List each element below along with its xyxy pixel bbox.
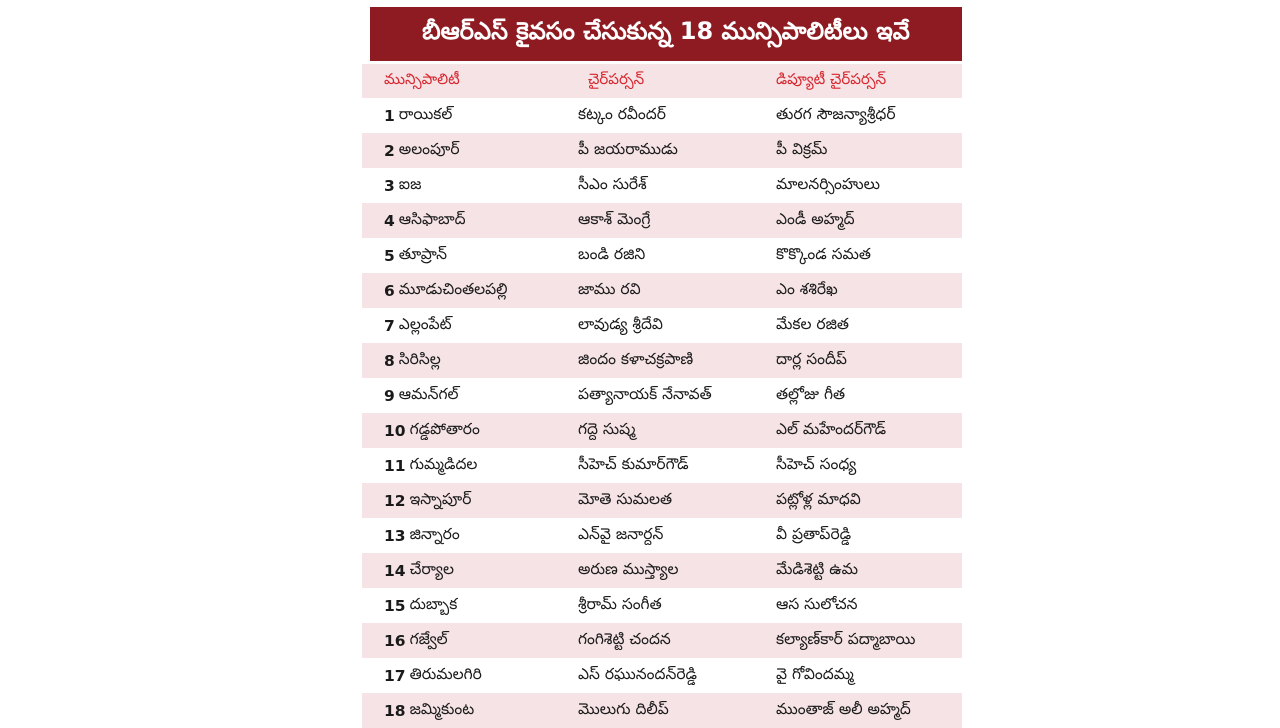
deputy-chairperson-cell: దార్ల సందీప్ xyxy=(776,349,847,368)
deputy-chairperson-cell: ఆస సులోచన xyxy=(776,594,858,613)
municipality-cell xyxy=(384,308,574,343)
table-row xyxy=(362,658,962,693)
deputy-chairperson-cell: కల్యాణ్‌కార్ పద్మాబాయి xyxy=(776,629,916,648)
municipality-cell xyxy=(384,133,574,168)
row-number: 13 xyxy=(384,526,406,545)
row-number: 17 xyxy=(384,666,406,685)
table-row xyxy=(362,378,962,413)
chairperson-cell: గద్దె సుష్మ xyxy=(578,419,636,438)
municipality-name: తూప్రాన్ xyxy=(398,244,448,263)
header-deputy-chairperson: డిప్యూటీ చైర్‌పర్సన్ xyxy=(776,70,887,88)
chairperson-cell: బండి రజిని xyxy=(578,244,646,263)
deputy-chairperson-cell: పట్లోళ్ల మాధవి xyxy=(776,489,861,508)
table-header xyxy=(362,64,962,98)
chairperson-cell: ఆకాశ్ మెంగ్రే xyxy=(578,209,651,228)
deputy-chairperson-cell: వీ ప్రతాప్‌రెడ్డి xyxy=(776,524,852,543)
municipality-name: ఆసిఫాబాద్ xyxy=(398,209,466,228)
municipality-name: ఐజ xyxy=(398,174,422,193)
table-row xyxy=(362,238,962,273)
row-number: 5 xyxy=(384,246,395,265)
chairperson-cell: అరుణ ముస్త్యాల xyxy=(578,559,679,578)
deputy-chairperson-cell: ఎల్ మహేందర్‌గౌడ్ xyxy=(776,419,887,438)
chairperson-cell: కట్కం రవీందర్ xyxy=(578,104,666,123)
table-row xyxy=(362,483,962,518)
row-number: 1 xyxy=(384,106,395,125)
row-number: 15 xyxy=(384,596,406,615)
deputy-chairperson-cell: మేకల రజిత xyxy=(776,314,849,333)
row-number: 11 xyxy=(384,456,406,475)
table-row xyxy=(362,553,962,588)
municipality-cell xyxy=(384,553,574,588)
municipality-name: తిరుమలగిరి xyxy=(409,664,482,683)
chairperson-cell: సీఎం సురేశ్ xyxy=(578,174,647,193)
row-number: 7 xyxy=(384,316,395,335)
deputy-chairperson-cell: పీ విక్రమ్ xyxy=(776,139,828,158)
chairperson-cell: మోతె సుమలత xyxy=(578,489,673,508)
municipality-cell xyxy=(384,483,574,518)
municipality-name: జమ్మికుంట xyxy=(409,699,475,718)
row-number: 16 xyxy=(384,631,406,650)
chairperson-cell: జిందం కళాచక్రపాణి xyxy=(578,349,694,368)
municipality-cell xyxy=(384,273,574,308)
municipality-cell xyxy=(384,238,574,273)
chairperson-cell: మొలుగు దిలీప్ xyxy=(578,699,669,718)
deputy-chairperson-cell: ఎండీ అహ్మద్ xyxy=(776,209,855,228)
chairperson-cell: జాము రవి xyxy=(578,279,641,298)
municipality-cell xyxy=(384,343,574,378)
municipality-name: రాయికల్ xyxy=(398,104,453,123)
row-number: 3 xyxy=(384,176,395,195)
municipality-cell xyxy=(384,168,574,203)
municipality-cell xyxy=(384,623,574,658)
municipality-cell xyxy=(384,588,574,623)
municipality-cell xyxy=(384,518,574,553)
municipality-cell xyxy=(384,98,574,133)
municipality-name: సిరిసిల్ల xyxy=(398,349,441,368)
municipality-cell xyxy=(384,448,574,483)
header-chairperson: చైర్‌పర్సన్ xyxy=(588,70,645,88)
row-number: 18 xyxy=(384,701,406,720)
municipality-cell xyxy=(384,413,574,448)
row-number: 10 xyxy=(384,421,406,440)
deputy-chairperson-cell: తల్లోజు గీత xyxy=(776,384,846,403)
municipality-name: దుబ్బాక xyxy=(409,594,458,613)
chairperson-cell: ఎస్ రఘునందన్‌రెడ్డి xyxy=(578,664,698,683)
municipality-name: ఇస్నాపూర్ xyxy=(409,489,472,508)
table-row xyxy=(362,168,962,203)
municipality-cell xyxy=(384,203,574,238)
deputy-chairperson-cell: ముంతాజ్ అలీ అహ్మద్ xyxy=(776,699,911,718)
municipality-name: గుమ్మడిదల xyxy=(409,454,478,473)
municipality-name: మూడుచింతలపల్లి xyxy=(398,279,508,298)
deputy-chairperson-cell: సీహెచ్ సంధ్య xyxy=(776,454,857,473)
table-row xyxy=(362,413,962,448)
chairperson-cell: సీహెచ్ కుమార్‌గౌడ్ xyxy=(578,454,689,473)
municipality-table xyxy=(362,5,962,720)
deputy-chairperson-cell: ఎం శశిరేఖ xyxy=(776,279,838,298)
municipality-name: అలంపూర్ xyxy=(398,139,460,158)
municipality-cell xyxy=(384,658,574,693)
municipality-name: గజ్వేల్ xyxy=(409,629,448,648)
municipality-name: జిన్నారం xyxy=(409,524,460,543)
row-number: 14 xyxy=(384,561,406,580)
title-edge xyxy=(362,7,370,61)
table-row xyxy=(362,588,962,623)
table-row xyxy=(362,98,962,133)
table-row xyxy=(362,273,962,308)
table-row xyxy=(362,133,962,168)
table-row xyxy=(362,693,962,728)
deputy-chairperson-cell: తురగ సౌజన్యాశ్రీధర్ xyxy=(776,104,896,123)
row-number: 6 xyxy=(384,281,395,300)
deputy-chairperson-cell: మాలనర్సింహులు xyxy=(776,174,881,193)
chairperson-cell: పీ జయరాముడు xyxy=(578,139,678,158)
municipality-cell xyxy=(384,378,574,413)
municipality-name: గడ్డపోతారం xyxy=(409,419,480,438)
chairperson-cell: గంగిశెట్టి చందన xyxy=(578,629,671,648)
table-row xyxy=(362,343,962,378)
municipality-name: ఎల్లంపేట్ xyxy=(398,314,452,333)
row-number: 9 xyxy=(384,386,395,405)
chairperson-cell: శ్రీరామ్ సంగీత xyxy=(578,594,662,613)
municipality-name: చేర్యాల xyxy=(409,559,454,578)
header-municipality: మున్సిపాలిటీ xyxy=(384,70,460,88)
table-row xyxy=(362,308,962,343)
municipality-cell xyxy=(384,693,574,728)
row-number: 2 xyxy=(384,141,395,160)
row-number: 4 xyxy=(384,211,395,230)
table-row xyxy=(362,448,962,483)
table-title: బీఆర్ఎస్ కైవసం చేసుకున్న 18 మున్సిపాలిటీలు ఇవే xyxy=(370,7,962,61)
deputy-chairperson-cell: కొక్కొండ సమత xyxy=(776,244,871,263)
table-row xyxy=(362,623,962,658)
row-number: 12 xyxy=(384,491,406,510)
table-row xyxy=(362,203,962,238)
chairperson-cell: పత్యానాయక్ నేనావత్ xyxy=(578,384,712,403)
municipality-name: ఆమన్‌గల్ xyxy=(398,384,459,403)
row-number: 8 xyxy=(384,351,395,370)
chairperson-cell: ఎన్‌వై జనార్దన్ xyxy=(578,524,664,543)
deputy-chairperson-cell: వై గోవిందమ్మ xyxy=(776,664,854,683)
deputy-chairperson-cell: మేడిశెట్టి ఉమ xyxy=(776,559,859,578)
chairperson-cell: లావుడ్య శ్రీదేవి xyxy=(578,314,663,333)
table-row xyxy=(362,518,962,553)
